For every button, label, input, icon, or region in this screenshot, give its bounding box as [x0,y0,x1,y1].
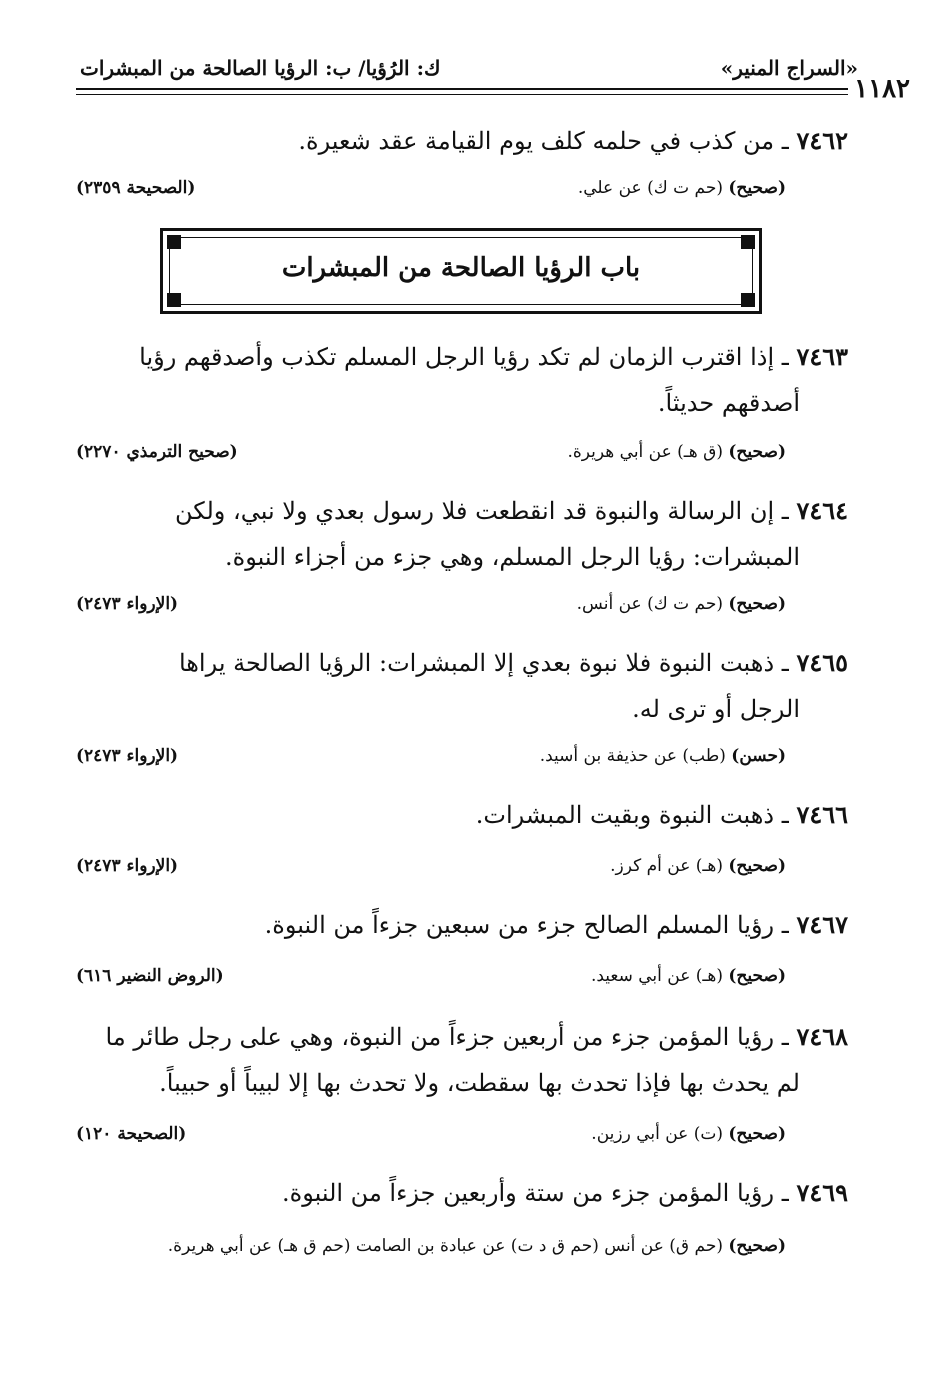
hadith-text-line: أصدقهم حديثاً. [657,389,800,417]
hadith-7467: ٧٤٦٧ ـ رؤيا المسلم الصالح جزء من سبعين جزءاً من النبوة. [264,910,848,939]
hadith-number: ٧٤٦٨ [796,1022,848,1051]
frame-corner-ornament [167,235,181,249]
hadith-reference: (الروض النضير ٦١٦) [76,966,224,986]
hadith-text-line: إن الرسالة والنبوة قد انقطعت فلا رسول بعدي ولا نبي، ولكن [174,497,775,525]
hadith-7468: ٧٤٦٨ ـ رؤيا المؤمن جزء من أربعين جزءاً من النبوة، وهي على رجل طائر ما لم يحدث بها فإذا تحدث بها سقطت، ولا تحدث بها إلا لبيباً أو حبيباً. [76,1014,848,1106]
hadith-7462-source [76,178,848,208]
hadith-7465: ٧٤٦٥ ـ ذهبت النبوة فلا نبوة بعدي إلا المبشرات: الرؤيا الصالحة يراها الرجل أو ترى له. [76,640,848,732]
hadith-text-line: الرجل أو ترى له. [632,695,800,723]
chapter-heading: باب الرؤيا الصالحة من المبشرات [281,253,641,283]
hadith-sources: (طب) عن حذيفة بن أسيد. [539,746,726,766]
header-rule-thick [76,88,848,90]
hadith-7462: ٧٤٦٢ ـ من كذب في حلمه كلف يوم القيامة عقد شعيرة. [298,126,848,155]
hadith-7468-source [76,1124,848,1154]
hadith-text-line: لم يحدث بها فإذا تحدث بها سقطت، ولا تحدث بها إلا لبيباً أو حبيباً. [159,1069,800,1097]
header-rule-thin [76,94,848,95]
hadith-text-line: رؤيا المؤمن جزء من أربعين جزءاً من النبوة، وهي على رجل طائر ما [105,1023,775,1051]
hadith-sources: (هـ) عن أم كرز. [610,856,723,876]
frame-corner-ornament [167,293,181,307]
hadith-number: ٧٤٦٩ [796,1178,848,1207]
running-header-book-title: «السراج المنير» [720,56,858,80]
hadith-grade: (صحيح) [728,594,786,614]
hadith-text-line: إذا اقترب الزمان لم تكد رؤيا الرجل المسلم تكذب وأصدقهم رؤيا [139,343,775,371]
hadith-text-line: ذهبت النبوة فلا نبوة بعدي إلا المبشرات: الرؤيا الصالحة يراها [178,649,775,677]
hadith-7464: ٧٤٦٤ ـ إن الرسالة والنبوة قد انقطعت فلا رسول بعدي ولا نبي، ولكن المبشرات: رؤيا الرجل المسلم، وهي جزء من أجزاء النبوة. [76,488,848,580]
hadith-7466-source [76,856,848,886]
frame-corner-ornament [741,235,755,249]
hadith-reference: (صحيح الترمذي ٢٢٧٠) [76,442,238,462]
hadith-sources: (هـ) عن أبي سعيد. [590,966,723,986]
hadith-sources: (ت) عن أبي رزين. [591,1124,723,1144]
hadith-text-line: من كذب في حلمه كلف يوم القيامة عقد شعيرة. [298,127,775,155]
hadith-text-line: المبشرات: رؤيا الرجل المسلم، وهي جزء من أجزاء النبوة. [225,543,800,571]
hadith-text-line: رؤيا المؤمن جزء من ستة وأربعين جزءاً من النبوة. [281,1179,775,1207]
hadith-number: ٧٤٦٥ [796,648,848,677]
hadith-7463-source [76,442,848,472]
hadith-text-line: ذهبت النبوة وبقيت المبشرات. [475,801,775,829]
hadith-sources: (ق هـ) عن أبي هريرة. [567,442,723,462]
hadith-reference: (الإرواء ٢٤٧٣) [76,856,179,876]
hadith-grade: (صحيح) [728,1236,786,1256]
hadith-number: ٧٤٦٣ [796,342,848,371]
hadith-7469-source [76,1236,848,1266]
hadith-number: ٧٤٦٦ [796,800,848,829]
hadith-grade: (صحيح) [728,966,786,986]
hadith-7465-source [76,746,848,776]
hadith-sources: (حم ت ك) عن علي. [577,178,723,198]
hadith-grade: (حسن) [731,746,786,766]
hadith-reference: (الصحيحة ٢٣٥٩) [76,178,196,198]
hadith-text-line: رؤيا المسلم الصالح جزء من سبعين جزءاً من النبوة. [264,911,775,939]
frame-corner-ornament [741,293,755,307]
hadith-reference: (الصحيحة ١٢٠) [76,1124,187,1144]
hadith-7469: ٧٤٦٩ ـ رؤيا المؤمن جزء من ستة وأربعين جزءاً من النبوة. [281,1178,848,1207]
hadith-grade: (صحيح) [728,442,786,462]
running-header-chapter: ك: الرُؤيا/ ب: الرؤيا الصالحة من المبشرات [80,56,441,80]
hadith-7463: ٧٤٦٣ ـ إذا اقترب الزمان لم تكد رؤيا الرجل المسلم تكذب وأصدقهم رؤيا أصدقهم حديثاً. [76,334,848,426]
hadith-number: ٧٤٦٤ [796,496,848,525]
hadith-7466: ٧٤٦٦ ـ ذهبت النبوة وبقيت المبشرات. [475,800,848,829]
hadith-number: ٧٤٦٢ [796,126,848,155]
hadith-7467-source [76,966,848,996]
hadith-grade: (صحيح) [728,856,786,876]
hadith-reference: (الإرواء ٢٤٧٣) [76,594,179,614]
hadith-grade: (صحيح) [728,1124,786,1144]
hadith-sources: (حم ت ك) عن أنس. [576,594,723,614]
chapter-heading-frame [160,228,762,314]
hadith-7464-source [76,594,848,624]
hadith-number: ٧٤٦٧ [796,910,848,939]
hadith-sources: (حم ق) عن أنس (حم ق د ت) عن عبادة بن الصامت (حم ق هـ) عن أبي هريرة. [167,1236,723,1256]
page-number: ١١٨٢ [854,74,910,104]
hadith-grade: (صحيح) [728,178,786,198]
hadith-reference: (الإرواء ٢٤٧٣) [76,746,179,766]
